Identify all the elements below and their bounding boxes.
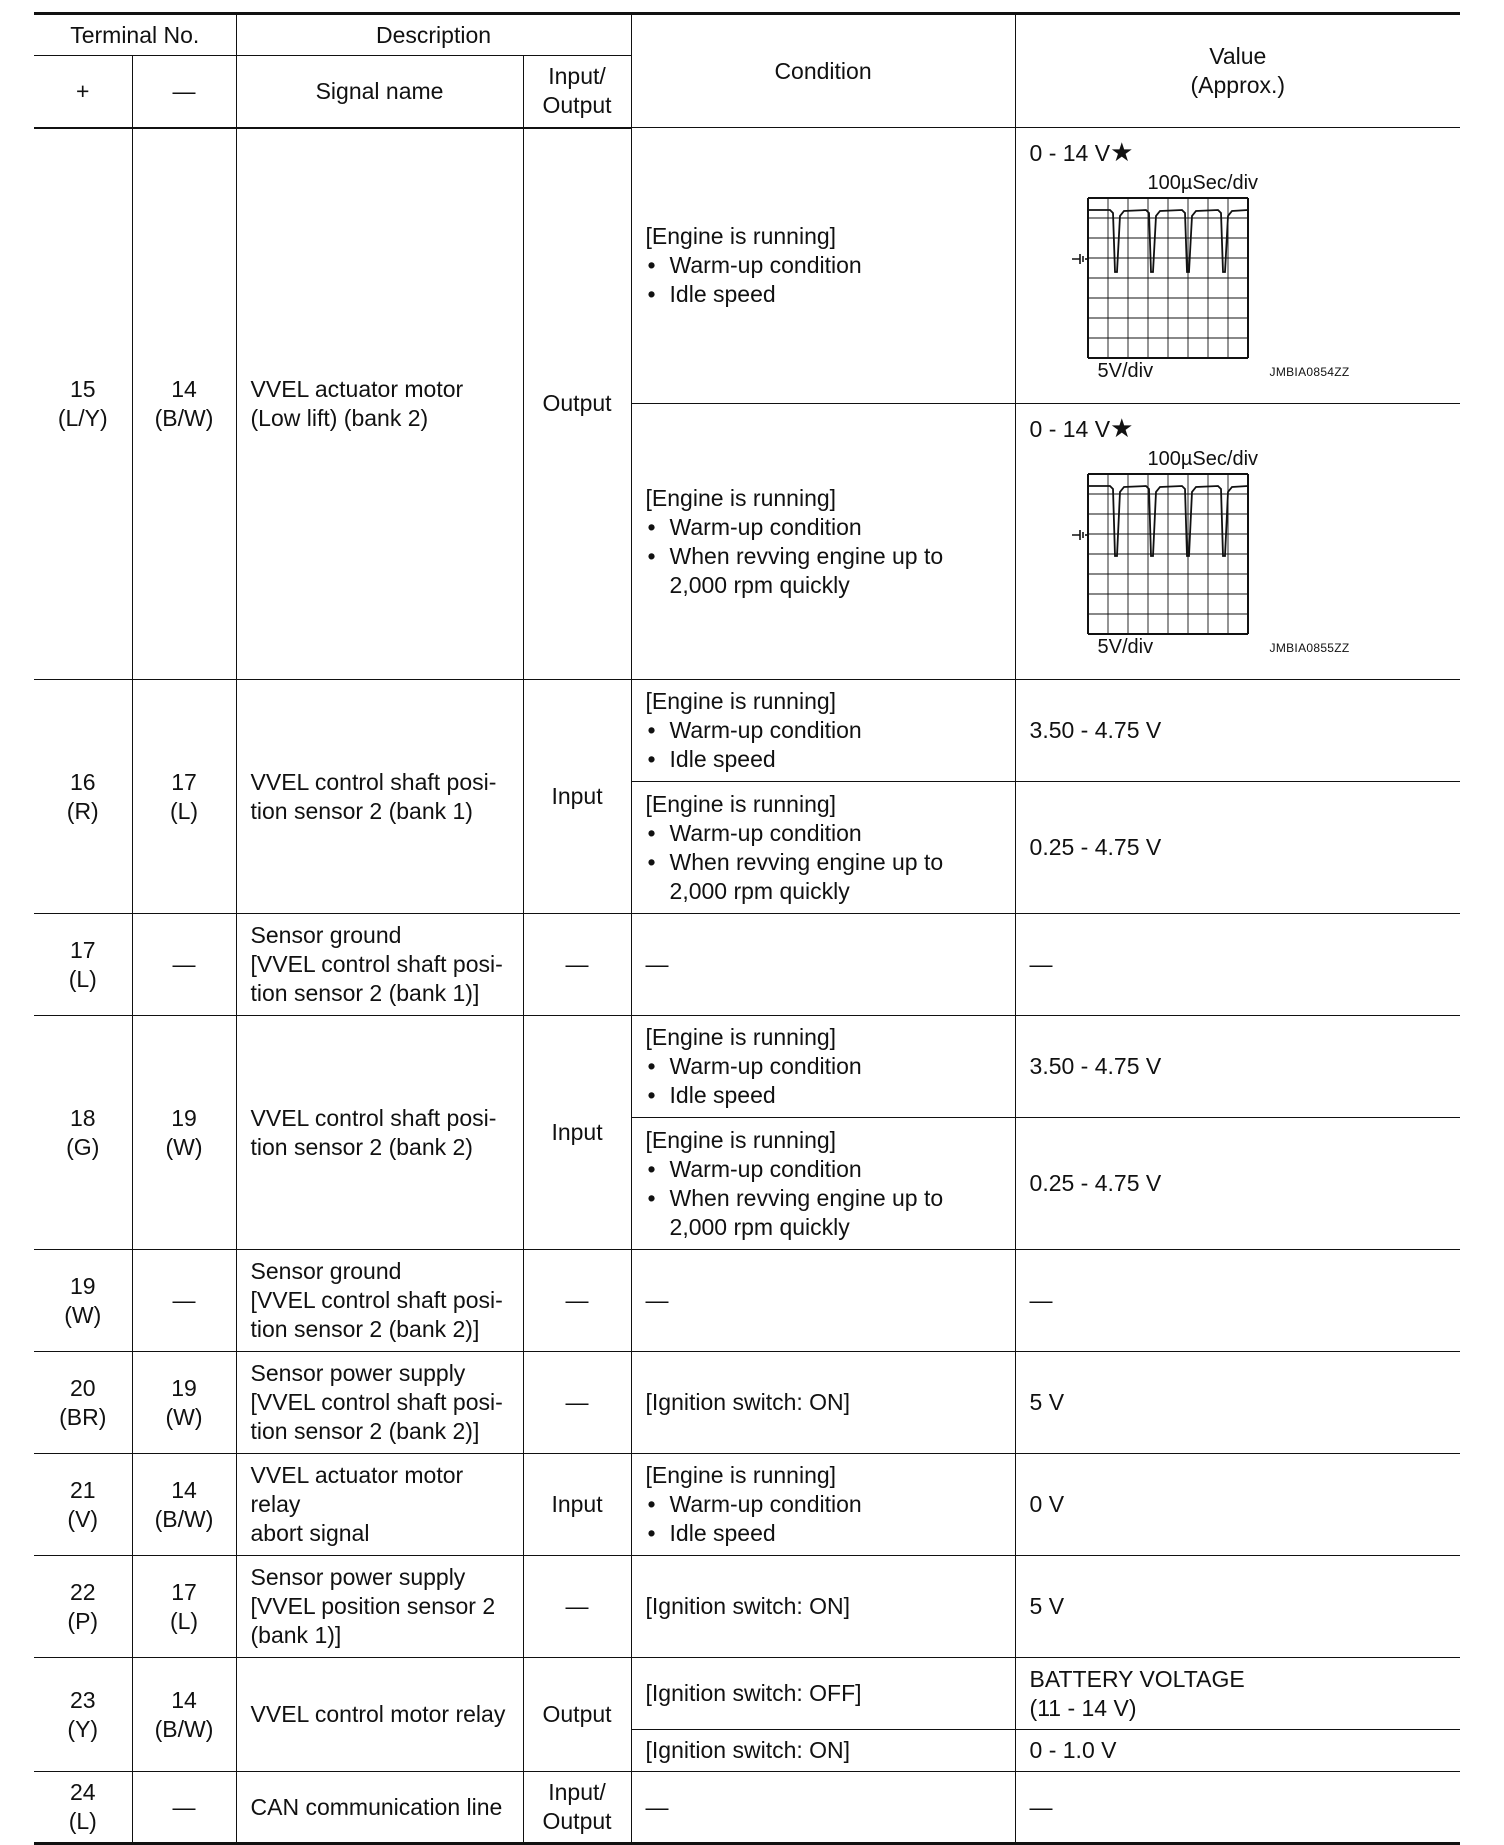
terminal-minus: 14 (B/W) xyxy=(132,1454,236,1556)
signal-name xyxy=(236,1352,523,1454)
scope-grid xyxy=(1086,196,1250,360)
signal-line: Sensor power supply xyxy=(250,1360,466,1386)
condition-bullet: • When revving engine up to 2,000 rpm quickly xyxy=(646,1184,1001,1242)
condition: [Ignition switch: ON] xyxy=(631,1730,1015,1772)
signal-name: VVEL control shaft posi- tion sensor 2 (bank 1) xyxy=(236,680,523,914)
terminal-minus: 14 (B/W) xyxy=(132,1658,236,1772)
signal-line: [VVEL control shaft posi- xyxy=(250,1389,503,1415)
oscilloscope-chart xyxy=(1030,448,1360,658)
header-value: Value (Approx.) xyxy=(1015,14,1460,128)
condition-head: [Engine is running] xyxy=(645,223,837,249)
condition-bullet: • Idle speed xyxy=(646,1519,1001,1548)
signal-line: [VVEL control shaft posi- xyxy=(250,1287,503,1313)
value-range: 0 - 14 V xyxy=(1029,140,1111,166)
terminal-spec-document xyxy=(34,12,1460,1845)
header-plus: + xyxy=(34,56,132,128)
condition-head: [Engine is running] xyxy=(645,1126,837,1153)
condition-bullet: • Warm-up condition xyxy=(646,819,1001,848)
scope-time-division: 100µSec/div xyxy=(1147,448,1259,470)
terminal-plus: 21 (V) xyxy=(34,1454,132,1556)
signal-name xyxy=(236,1250,523,1352)
condition-bullet: • Idle speed xyxy=(646,280,1001,309)
oscilloscope-chart xyxy=(1030,172,1360,382)
header-condition: Condition xyxy=(631,14,1015,128)
signal-line: [VVEL control shaft posi- xyxy=(250,951,503,977)
value: 5 V xyxy=(1015,1556,1460,1658)
input-output: — xyxy=(523,914,631,1016)
star-icon: ★ xyxy=(1110,137,1134,167)
condition-head: [Engine is running] xyxy=(645,1462,837,1488)
value: — xyxy=(1015,914,1460,1016)
signal-line: tion sensor 2 (bank 1)] xyxy=(250,980,480,1006)
signal-line: tion sensor 2 (bank 2)] xyxy=(250,1316,480,1342)
terminal-minus: — xyxy=(132,1772,236,1844)
terminal-spec-table xyxy=(34,12,1460,1845)
terminal-plus: 17 (L) xyxy=(34,914,132,1016)
signal-line: (bank 1)] xyxy=(250,1622,342,1648)
value-waveform xyxy=(1015,128,1460,404)
signal-name: VVEL control shaft posi- tion sensor 2 (bank 2) xyxy=(236,1016,523,1250)
condition-head: [Engine is running] xyxy=(645,484,837,511)
scope-volt-division: 5V/div xyxy=(1097,360,1154,382)
value-waveform xyxy=(1015,404,1460,680)
signal-name: CAN communication line xyxy=(236,1772,523,1844)
value: 0 V xyxy=(1015,1454,1460,1556)
terminal-minus: — xyxy=(132,1250,236,1352)
signal-line: [VVEL position sensor 2 xyxy=(250,1593,496,1619)
condition-bullet: • Warm-up condition xyxy=(646,1490,1001,1519)
input-output: Output xyxy=(523,128,631,680)
header-row-1 xyxy=(34,14,1460,56)
terminal-plus: 23 (Y) xyxy=(34,1658,132,1772)
table-row xyxy=(34,914,1460,1016)
table-row xyxy=(34,1772,1460,1844)
condition xyxy=(631,128,1015,404)
condition-bullet: • When revving engine up to 2,000 rpm quickly xyxy=(646,542,1001,600)
figure-code: JMBIA0855ZZ xyxy=(1269,641,1350,655)
condition xyxy=(631,782,1015,914)
condition xyxy=(631,680,1015,782)
terminal-minus: — xyxy=(132,914,236,1016)
header-terminal-no: Terminal No. xyxy=(34,14,236,56)
input-output: Input xyxy=(523,1016,631,1250)
condition: — xyxy=(631,1772,1015,1844)
condition: [Ignition switch: ON] xyxy=(631,1352,1015,1454)
signal-name xyxy=(236,914,523,1016)
table-row xyxy=(34,1556,1460,1658)
terminal-minus: 17 (L) xyxy=(132,1556,236,1658)
signal-line: Sensor ground xyxy=(250,1258,402,1284)
condition-bullet: • Warm-up condition xyxy=(646,1052,1001,1081)
scope-time-division: 100µSec/div xyxy=(1147,172,1259,194)
condition: [Ignition switch: ON] xyxy=(631,1556,1015,1658)
signal-name xyxy=(236,1556,523,1658)
condition-head: [Engine is running] xyxy=(645,790,837,817)
table-row xyxy=(34,1454,1460,1556)
table-row xyxy=(34,680,1460,782)
header-minus: — xyxy=(132,56,236,128)
value: 0.25 - 4.75 V xyxy=(1015,1118,1460,1250)
header-description: Description xyxy=(236,14,631,56)
value: — xyxy=(1015,1772,1460,1844)
condition-head: [Engine is running] xyxy=(645,1024,837,1050)
terminal-minus: 19 (W) xyxy=(132,1016,236,1250)
condition-bullet: • Idle speed xyxy=(646,745,1001,774)
scope-grid xyxy=(1086,472,1250,636)
signal-line: tion sensor 2 (bank 2)] xyxy=(250,1418,480,1444)
scope-volt-division: 5V/div xyxy=(1097,636,1154,658)
signal-line: Sensor power supply xyxy=(250,1564,466,1590)
table-row xyxy=(34,1016,1460,1118)
value xyxy=(1015,1658,1460,1730)
value: 0 - 1.0 V xyxy=(1015,1730,1460,1772)
condition: [Ignition switch: OFF] xyxy=(631,1658,1015,1730)
condition xyxy=(631,1118,1015,1250)
input-output: — xyxy=(523,1556,631,1658)
value: — xyxy=(1015,1250,1460,1352)
input-output: Input/ Output xyxy=(523,1772,631,1844)
header-signal-name: Signal name xyxy=(236,56,523,128)
condition-bullet: • Idle speed xyxy=(646,1081,1001,1110)
input-output: Output xyxy=(523,1658,631,1772)
table-row xyxy=(34,1658,1460,1730)
star-icon: ★ xyxy=(1110,413,1134,443)
condition xyxy=(631,1454,1015,1556)
condition xyxy=(631,404,1015,680)
terminal-plus: 22 (P) xyxy=(34,1556,132,1658)
condition-bullet: • Warm-up condition xyxy=(646,1155,1001,1184)
input-output: — xyxy=(523,1352,631,1454)
terminal-plus: 20 (BR) xyxy=(34,1352,132,1454)
condition: — xyxy=(631,914,1015,1016)
terminal-minus: 19 (W) xyxy=(132,1352,236,1454)
header-input-output: Input/ Output xyxy=(523,56,631,128)
table-row xyxy=(34,1352,1460,1454)
input-output: Input xyxy=(523,1454,631,1556)
condition-head: [Engine is running] xyxy=(645,688,837,714)
condition-bullet: • Warm-up condition xyxy=(646,513,1001,542)
table-row xyxy=(34,128,1460,404)
value-range: 0 - 14 V xyxy=(1029,416,1111,442)
table-row xyxy=(34,1250,1460,1352)
terminal-plus: 18 (G) xyxy=(34,1016,132,1250)
value: 5 V xyxy=(1015,1352,1460,1454)
terminal-minus: 14 (B/W) xyxy=(132,128,236,680)
value: 3.50 - 4.75 V xyxy=(1015,680,1460,782)
value-line: (11 - 14 V) xyxy=(1029,1694,1137,1721)
signal-name: VVEL control motor relay xyxy=(236,1658,523,1772)
condition: — xyxy=(631,1250,1015,1352)
signal-name: VVEL actuator motor relay abort signal xyxy=(236,1454,523,1556)
input-output: — xyxy=(523,1250,631,1352)
terminal-plus: 16 (R) xyxy=(34,680,132,914)
condition-bullet: • Warm-up condition xyxy=(646,251,1001,280)
terminal-plus: 24 (L) xyxy=(34,1772,132,1844)
signal-line: Sensor ground xyxy=(250,922,402,948)
condition xyxy=(631,1016,1015,1118)
terminal-plus: 19 (W) xyxy=(34,1250,132,1352)
condition-bullet: • Warm-up condition xyxy=(646,716,1001,745)
input-output: Input xyxy=(523,680,631,914)
value: 0.25 - 4.75 V xyxy=(1015,782,1460,914)
condition-bullet: • When revving engine up to 2,000 rpm quickly xyxy=(646,848,1001,906)
figure-code: JMBIA0854ZZ xyxy=(1269,365,1350,379)
terminal-minus: 17 (L) xyxy=(132,680,236,914)
terminal-plus: 15 (L/Y) xyxy=(34,128,132,680)
signal-name: VVEL actuator motor (Low lift) (bank 2) xyxy=(236,128,523,680)
value-line: BATTERY VOLTAGE xyxy=(1029,1665,1245,1692)
value: 3.50 - 4.75 V xyxy=(1015,1016,1460,1118)
